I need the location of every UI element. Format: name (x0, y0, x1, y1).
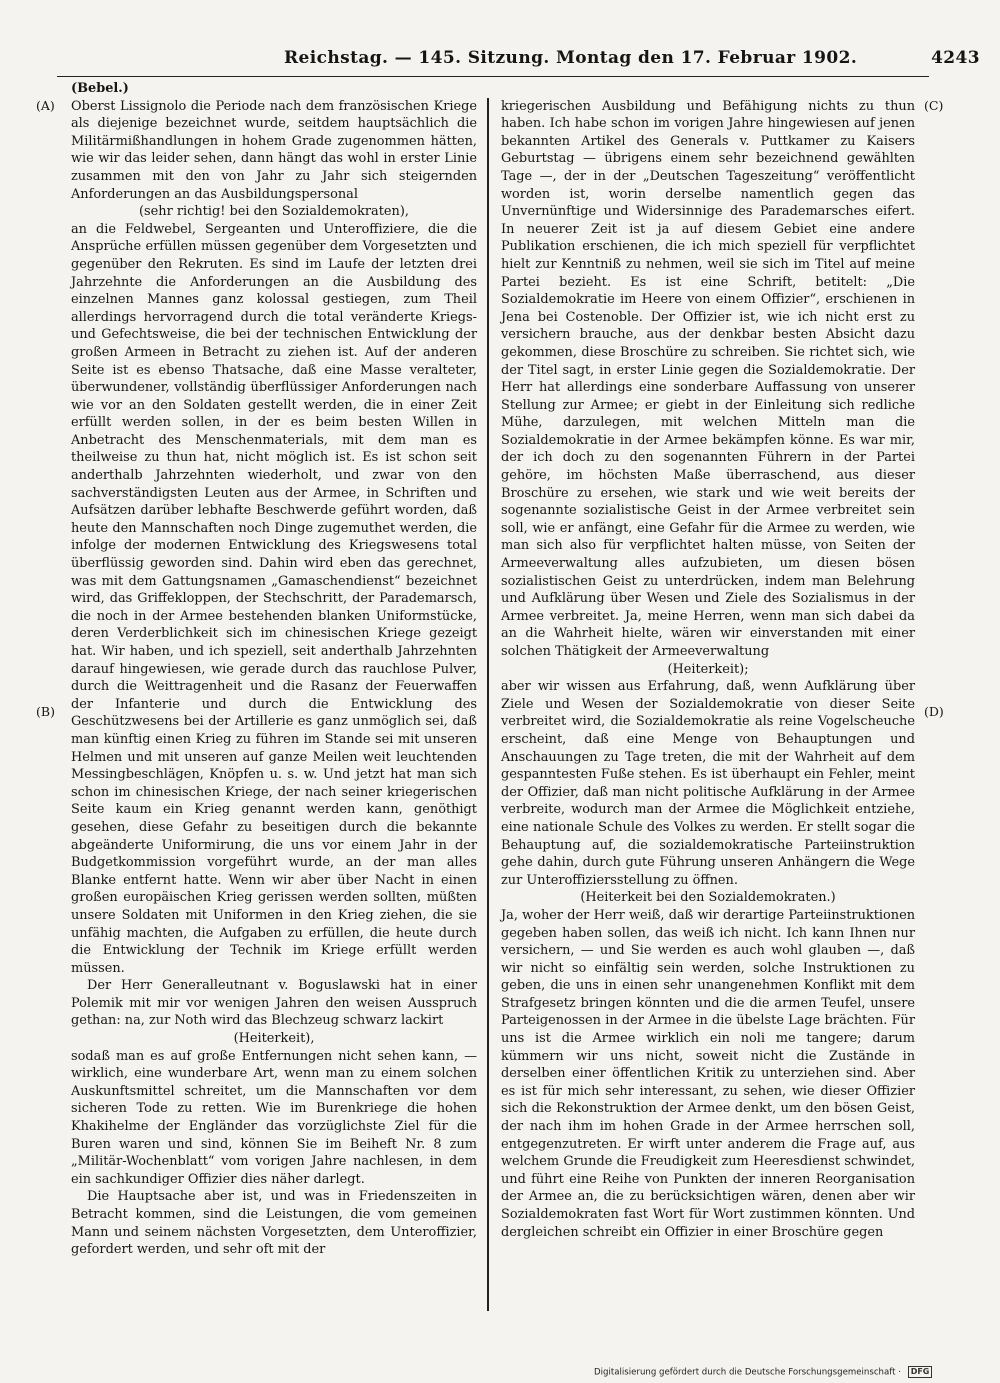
paragraph: kriegerischen Ausbildung und Befähigung nichts zu thun haben. Ich habe schon im vorigen Jahre hingewiesen auf jenen bekannten Artikel des Generals v. Puttkamer zu Kaisers Geburtstag — übrigens einem sehr bezeichnend gewählten Tage —, der in der „Deutschen Tageszeitung“ veröffentlicht worden ist, worin derselbe namentlich gegen das Unvernünftige und Widersinnige des Parademarsches eifert. In neuerer Zeit ist ja auf diesem Gebiet eine andere Publikation erschienen, die ich mich speziell für verpflichtet hielt zur Kenntniß zu nehmen, weil sie sich im Titel auf meine Partei bezieht. Es ist eine Schrift, betitelt: „Die Sozialdemokratie im Heere von einem Offizier“, erschienen in Jena bei Costenoble. Der Offizier ist, wie ich nicht erst zu versichern brauche, aus der denkbar besten Absicht dazu gekommen, diese Broschüre zu schreiben. Sie richtet sich, wie der Titel sagt, in erster Linie gegen die Sozialdemokratie. Der Herr hat allerdings eine sonderbare Auffassung von unserer Stellung zur Armee; er giebt in der Einleitung sich redliche Mühe, darzulegen, mit welchen Mitteln man die Sozialdemokratie in der Armee bekämpfen könne. Es war mir, der ich doch zu den sogenannten Führern in der Partei gehöre, im höchsten Maße überraschend, aus dieser Broschüre zu ersehen, wie stark und wie weit bereits der sogenannte sozialistische Geist in der Armee verbreitet sein soll, wie er anfängt, eine Gefahr für die Armee zu werden, wie man sich also für verpflichtet halten müsse, von Seiten der Armeeverwaltung alles aufzubieten, um diesen bösen sozialistischen Geist zu unterdrücken, indem man Belehrung und Aufklärung über Wesen und Ziele des Sozialismus in der Armee verbreitet. Ja, meine Herren, wenn man sich dabei da an die Wahrheit hielte, wären wir einverstanden mit einer solchen Thätigkeit der Armeeverwaltung (501, 98, 915, 659)
paragraph: Die Hauptsache aber ist, und was in Friedenszeiten in Betracht kommen, sind die Leistungen, die vom gemeinen Mann und seinem nächsten Vorgesetzten, dem Unteroffizier, gefordert werden, und sehr oft mit der (71, 1189, 477, 1258)
interjection: (Heiterkeit bei den Sozialdemokraten.) (580, 890, 836, 906)
margin-label-c: (C) (924, 98, 944, 113)
speaker-name: (Bebel.) (71, 81, 129, 96)
paragraph: Ja, woher der Herr weiß, daß wir derartige Parteiinstruktionen gegeben haben sollen, das weiß ich nicht. Ich kann Ihnen nur versichern, — und Sie werden es auch wohl glauben —, daß wir nicht so einfältig sein werden, solche Instruktionen zu geben, die uns in einen sehr unangenehmen Konflikt mit dem Strafgesetz bringen könnten und die die armen Teufel, unsere Parteigenossen in der Armee in die übelste Lage brächten. Für uns ist die Armee wirklich ein noli me tangere; darum kümmern wir uns nicht, soweit nicht die Zustände in derselben einer öffentlichen Kritik zu unterziehen sind. Aber es ist für mich sehr interessant, zu sehen, wie dieser Offizier sich die Rekonstruktion der Armee denkt, um den bösen Geist, der nach ihm im hohen Grade in der Armee herrschen soll, entgegenzutreten. Er wirft unter anderem die Frage auf, aus welchem Grunde die Freudigkeit zum Heeresdienst schwindet, und führt eine Reihe von Punkten der inneren Reorganisation der Armee an, die zu berücksichtigen wären, denen aber wir Sozialdemokraten fast Wort für Wort zustimmen könnten. Und dergleichen schreibt ein Offizier in einer Broschüre gegen (501, 907, 915, 1240)
right-column (501, 80, 915, 1241)
page-header (0, 46, 1000, 72)
interjection: (Heiterkeit); (667, 661, 749, 677)
header-rule (57, 76, 929, 77)
paragraph: aber wir wissen aus Erfahrung, daß, wenn Aufklärung über Ziele und Wesen der Sozialdemokratie von dieser Seite verbreitet wird, die Sozialdemokratie als reine Vogelscheuche erscheint, daß eine Menge von Behauptungen und Anschauungen zu Tage treten, die mit der Wahrheit auf dem gespanntesten Fuße stehen. Es ist überhaupt ein Fehler, meint der Offizier, daß man nicht politische Aufklärung in der Armee verbreite, wodurch man der Armee die Möglichkeit entziehe, eine nationale Schule des Volkes zu werden. Er stellt sogar die Behauptung auf, die sozialdemokratische Parteiinstruktion gehe dahin, durch gute Führung unseren Anhängern die Wege zur Unteroffiziersstellung zu öffnen. (501, 679, 915, 888)
margin-label-b: (B) (36, 704, 55, 719)
left-column (71, 80, 477, 1259)
margin-label-a: (A) (36, 98, 55, 113)
column-divider (487, 98, 489, 1311)
running-title: Reichstag. — 145. Sitzung. Montag den 17. Februar 1902. (284, 48, 858, 68)
interjection: (sehr richtig! bei den Sozialdemokraten), (139, 204, 409, 220)
digitization-credit (594, 1366, 986, 1380)
dfg-logo: DFG (908, 1366, 933, 1378)
page-number: 4243 (931, 48, 980, 68)
paragraph: an die Feldwebel, Sergeanten und Unteroffiziere, die die Ansprüche erfüllen müssen gegenüber dem Vorgesetzten und gegenüber den Rekruten. Es sind im Laufe der letzten drei Jahrzehnte die Anforderungen an die Ausbildung des einzelnen Mannes ganz kolossal gestiegen, zum Theil allerdings hervorragend durch die total veränderte Kriegs- und Gefechtsweise, die bei der technischen Entwicklung der großen Armeen in Betracht zu ziehen ist. Auf der anderen Seite ist es ebenso Thatsache, daß eine Masse veralteter, überwundener, vollständig überflüssiger Anforderungen nach wie vor an den Soldaten gestellt werden, die in einer Zeit erfüllt werden sollen, in der es beim besten Willen in Anbetracht des Menschenmaterials, mit dem man es theilweise zu thun hat, nicht möglich ist. Es ist schon seit anderthalb Jahrzehnten wiederholt, und zwar von den sachverständigsten Leuten aus der Armee, in Schriften und Aufsätzen darüber lebhafte Beschwerde geführt worden, daß heute den Mannschaften noch Dinge zugemuthet werden, die infolge der modernen Entwicklung des Kriegswesens total überflüssig geworden sind. Dahin wird eben das gerechnet, was mit dem Gattungsnamen „Gamaschendienst“ bezeichnet wird, das Griffekloppen, der Stechschritt, der Parademarsch, die noch in der Armee bestehenden blanken Uniformstücke, deren Verderblichkeit sich im chinesischen Kriege gezeigt hat. Wir haben, und ich speziell, seit anderthalb Jahrzehnten darauf hingewiesen, wie gerade durch das rauchlose Pulver, durch die Weittragenheit und die Rasanz der Feuerwaffen der Infanterie und durch die Entwicklung des Geschützwesens bei der Artillerie es ganz unmöglich sei, daß man künftig einen Krieg zu führen im Stande sei mit unseren Helmen und mit unseren auf ganze Meilen weit leuchtenden Messingbeschlägen, Knöpfen u. s. w. Und jetzt hat man sich schon im chinesischen Kriege, der nach seiner kriegerischen Seite kaum ein Krieg genannt werden kann, genöthigt gesehen, diese Gefahr zu beseitigen durch die bekannte abgeänderte Uniformirung, die uns vor einem Jahr in der Budgetkommission vorgeführt wurde, an der man alles Blanke entfernt hatte. Wenn wir aber über Nacht in einen großen europäischen Krieg gerissen werden sollten, müßten unsere Soldaten mit Uniformen in den Krieg ziehen, die sie unfähig machten, die Aufgaben zu erfüllen, die heute durch die Entwicklung der Technik im Kriege erfüllt werden müssen. (71, 221, 477, 976)
paragraph: sodaß man es auf große Entfernungen nicht sehen kann, — wirklich, eine wunderbare Art, wenn man zu einem solchen Auskunftsmittel schreitet, um die Mannschaften vor dem sicheren Tode zu retten. Wie im Burenkriege die hohen Khakihelme der Engländer das vorzüglichste Ziel für die Buren waren und sind, können Sie im Beiheft Nr. 8 zum „Militär-Wochenblatt“ vom vorigen Jahre nachlesen, in dem ein sachkundiger Offizier dies näher darlegt. (71, 1048, 477, 1187)
margin-label-d: (D) (924, 704, 944, 719)
interjection: (Heiterkeit), (233, 1031, 315, 1047)
credit-text: Digitalisierung gefördert durch die Deutsche Forschungsgemeinschaft · (594, 1367, 901, 1378)
paragraph: Oberst Lissignolo die Periode nach dem französischen Kriege als diejenige bezeichnet wurde, seitdem hauptsächlich die Militärmißhandlungen in hohem Grade zugenommen hätten, wie wir das leider sehen, dann hängt das wohl in erster Linie zusammen mit den von Jahr zu Jahr sich steigernden Anforderungen an das Ausbildungspersonal (71, 98, 477, 202)
paragraph: Der Herr Generalleutnant v. Boguslawski hat in einer Polemik mit mir vor wenigen Jahren den weisen Ausspruch gethan: na, zur Noth wird das Blechzeug schwarz lackirt (71, 978, 477, 1029)
